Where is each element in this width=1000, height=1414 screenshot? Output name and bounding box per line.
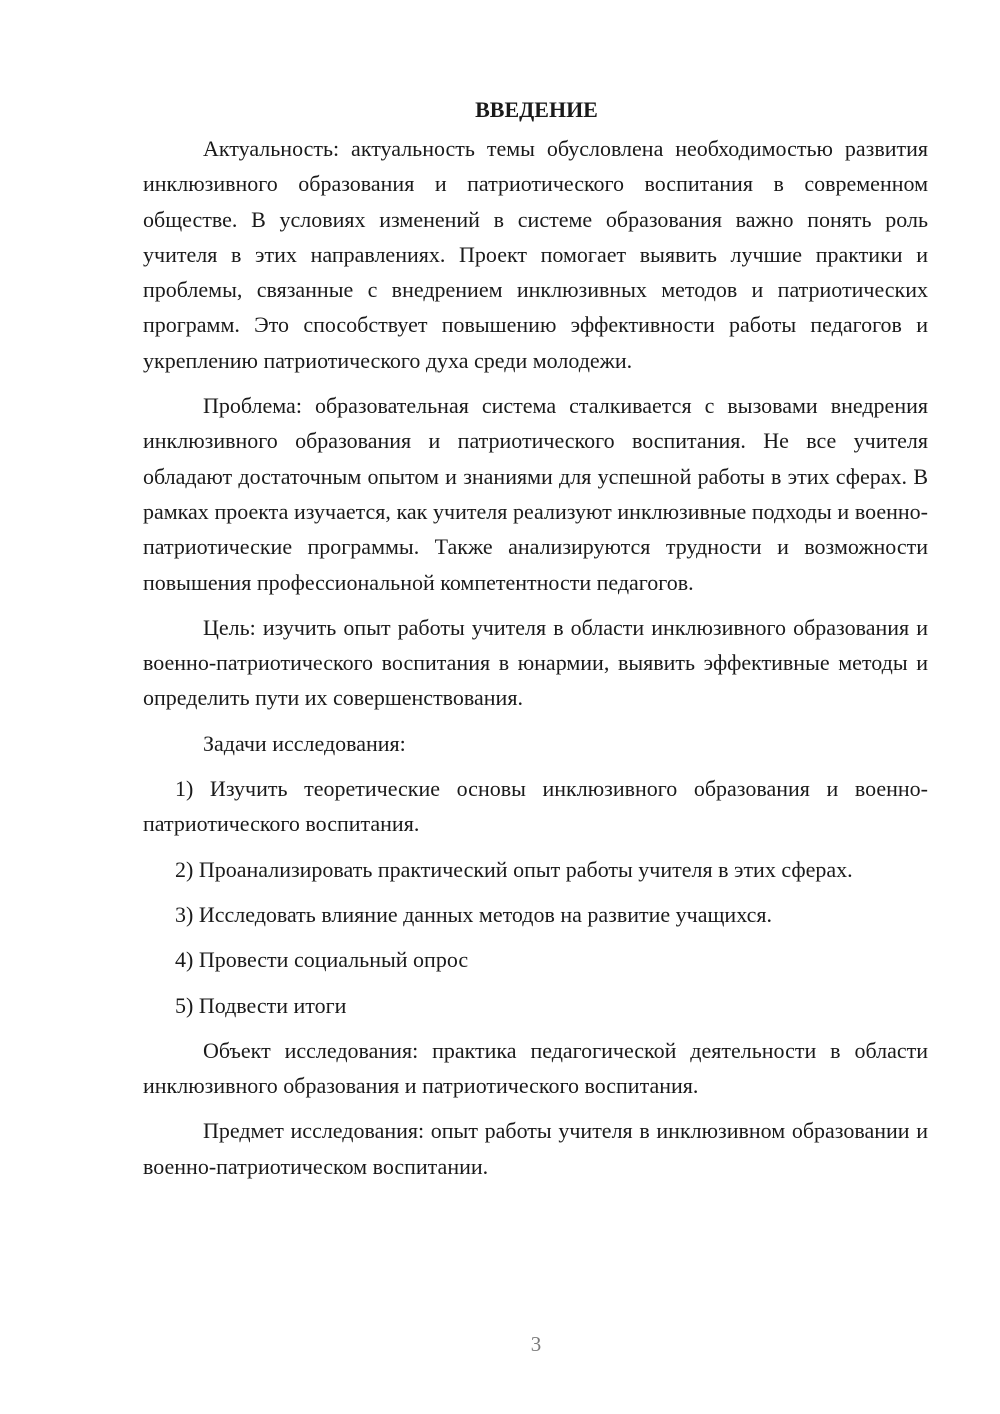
list-item: 3) Исследовать влияние данных методов на развитие учащихся. bbox=[175, 901, 772, 927]
list-item: 4) Провести социальный опрос bbox=[175, 947, 469, 973]
goal-paragraph: Цель: изучить опыт работы учителя в области инклюзивного образования и военно-патриотического воспитания в юнармии, выявить эффективные методы и определить пути их совершенствования. bbox=[143, 614, 928, 711]
object-paragraph: Объект исследования: практика педагогической деятельности в области инклюзивного образования и патриотического воспитания. bbox=[143, 1037, 928, 1099]
subject-paragraph: Предмет исследования: опыт работы учителя в инклюзивном образовании и военно-патриотическом воспитании. bbox=[143, 1118, 928, 1179]
relevance-paragraph: Актуальность: актуальность темы обусловлена необходимостью развития инклюзивного образования и патриотического воспитания в современном обществе. В условиях изменений в системе образования важно понять роль учителя в этих направлениях. Проект помогает выявить лучшие практики и проблемы, связанные с внедрением инклюзивных методов и патриотических программ. Это способствует повышению эффективности работы педагогов и укреплению патриотического духа среди молодежи. bbox=[143, 136, 928, 373]
list-item: 1) Изучить теоретические основы инклюзивного образования и военно-патриотического воспитания. bbox=[143, 776, 928, 837]
problem-paragraph: Проблема: образовательная система сталкивается с вызовами внедрения инклюзивного образования и патриотического воспитания. Не все учителя обладают достаточным опытом и знаниями для успешной работы в этих сферах. В рамках проекта изучается, как учителя реализуют инклюзивные подходы и военно-патриотические программы. Также анализируются трудности и возможности повышения профессиональной компетентности педагогов. bbox=[143, 393, 928, 595]
page-number: 3 bbox=[530, 1332, 542, 1356]
list-item: 5) Подвести итоги bbox=[175, 992, 347, 1018]
list-item: 2) Проанализировать практический опыт работы учителя в этих сферах. bbox=[175, 856, 853, 882]
tasks-list bbox=[143, 771, 928, 1023]
page-title: ВВЕДЕНИЕ bbox=[475, 97, 598, 122]
page-content bbox=[143, 92, 928, 1194]
tasks-heading: Задачи исследования: bbox=[203, 730, 406, 756]
